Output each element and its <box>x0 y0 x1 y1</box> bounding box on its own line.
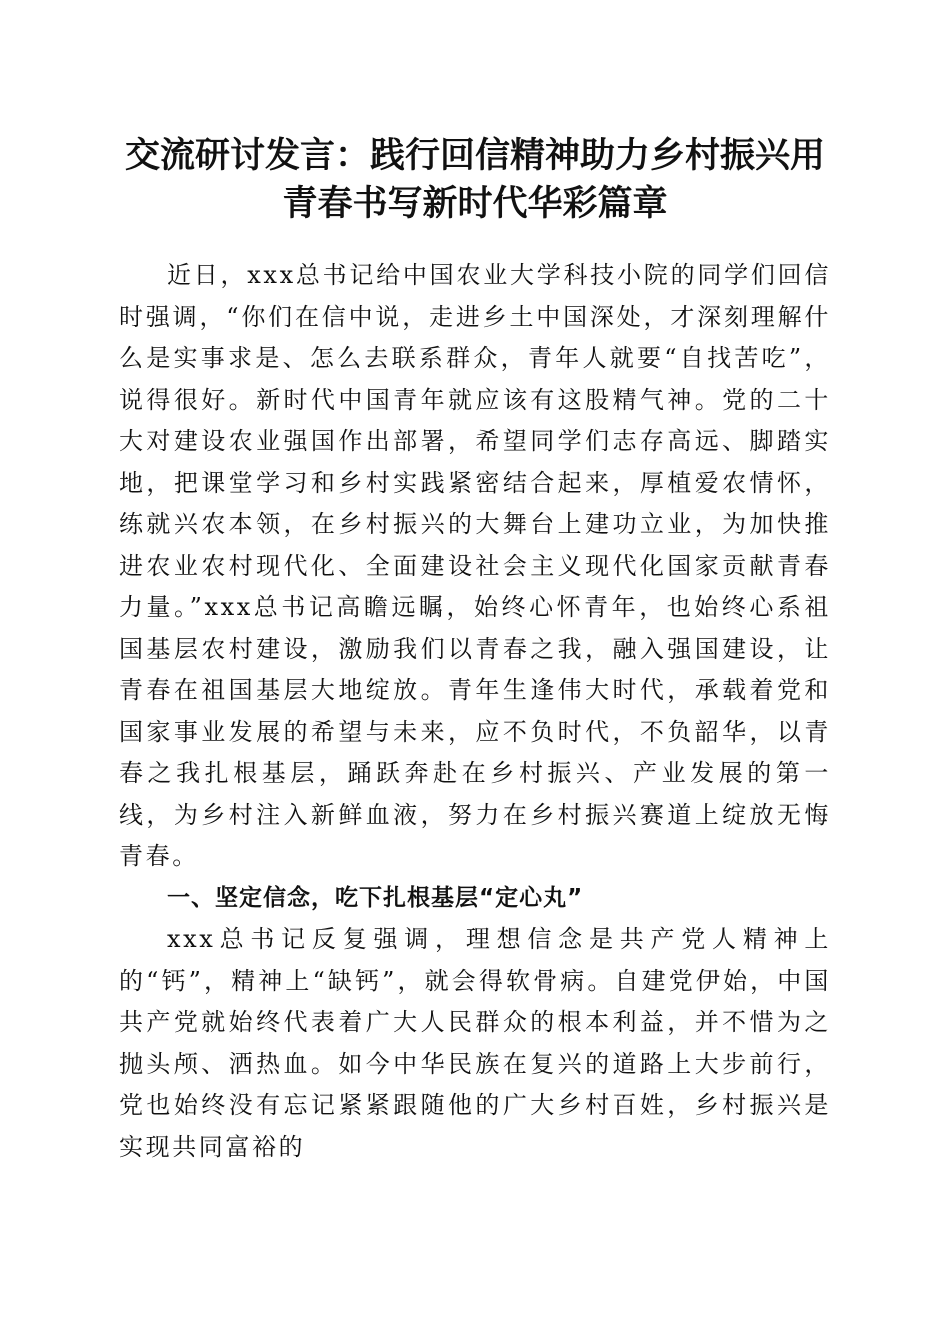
body-paragraph-1: 近日，xxx总书记给中国农业大学科技小院的同学们回信时强调，“你们在信中说，走进乡土中国深处，才深刻理解什么是实事求是、怎么去联系群众，青年人就要“自找苦吃”，说得很好。新时代中国青年就应该有这股精气神。党的二十大对建设农业强国作出部署，希望同学们志存高远、脚踏实地，把课堂学习和乡村实践紧密结合起来，厚植爱农情怀，练就兴农本领，在乡村振兴的大舞台上建功立业，为加快推进农业农村现代化、全面建设社会主义现代化国家贡献青春力量。”xxx总书记高瞻远瞩，始终心怀青年，也始终心系祖国基层农村建设，激励我们以青春之我，融入强国建设，让青春在祖国基层大地绽放。青年生逢伟大时代，承载着党和国家事业发展的希望与未来，应不负时代，不负韶华，以青春之我扎根基层，踊跃奔赴在乡村振兴、产业发展的第一线，为乡村注入新鲜血液，努力在乡村振兴赛道上绽放无悔青春。 <box>119 261 831 870</box>
section-heading-1: 一、坚定信念，吃下扎根基层“定心丸” <box>167 884 584 911</box>
title-line-2: 青春书写新时代华彩篇章 <box>282 183 668 224</box>
document-body <box>119 255 831 1168</box>
body-paragraph-2: xxx总书记反复强调，理想信念是共产党人精神上的“钙”，精神上“缺钙”，就会得软骨病。自建党伊始，中国共产党就始终代表着广大人民群众的根本利益，并不惜为之抛头颅、洒热血。如今中华民族在复兴的道路上大步前行，党也始终没有忘记紧紧跟随他的广大乡村百姓，乡村振兴是实现共同富裕的 <box>119 925 831 1161</box>
document-title <box>110 132 840 228</box>
title-line-1: 交流研讨发言：践行回信精神助力乡村振兴用 <box>124 135 825 176</box>
